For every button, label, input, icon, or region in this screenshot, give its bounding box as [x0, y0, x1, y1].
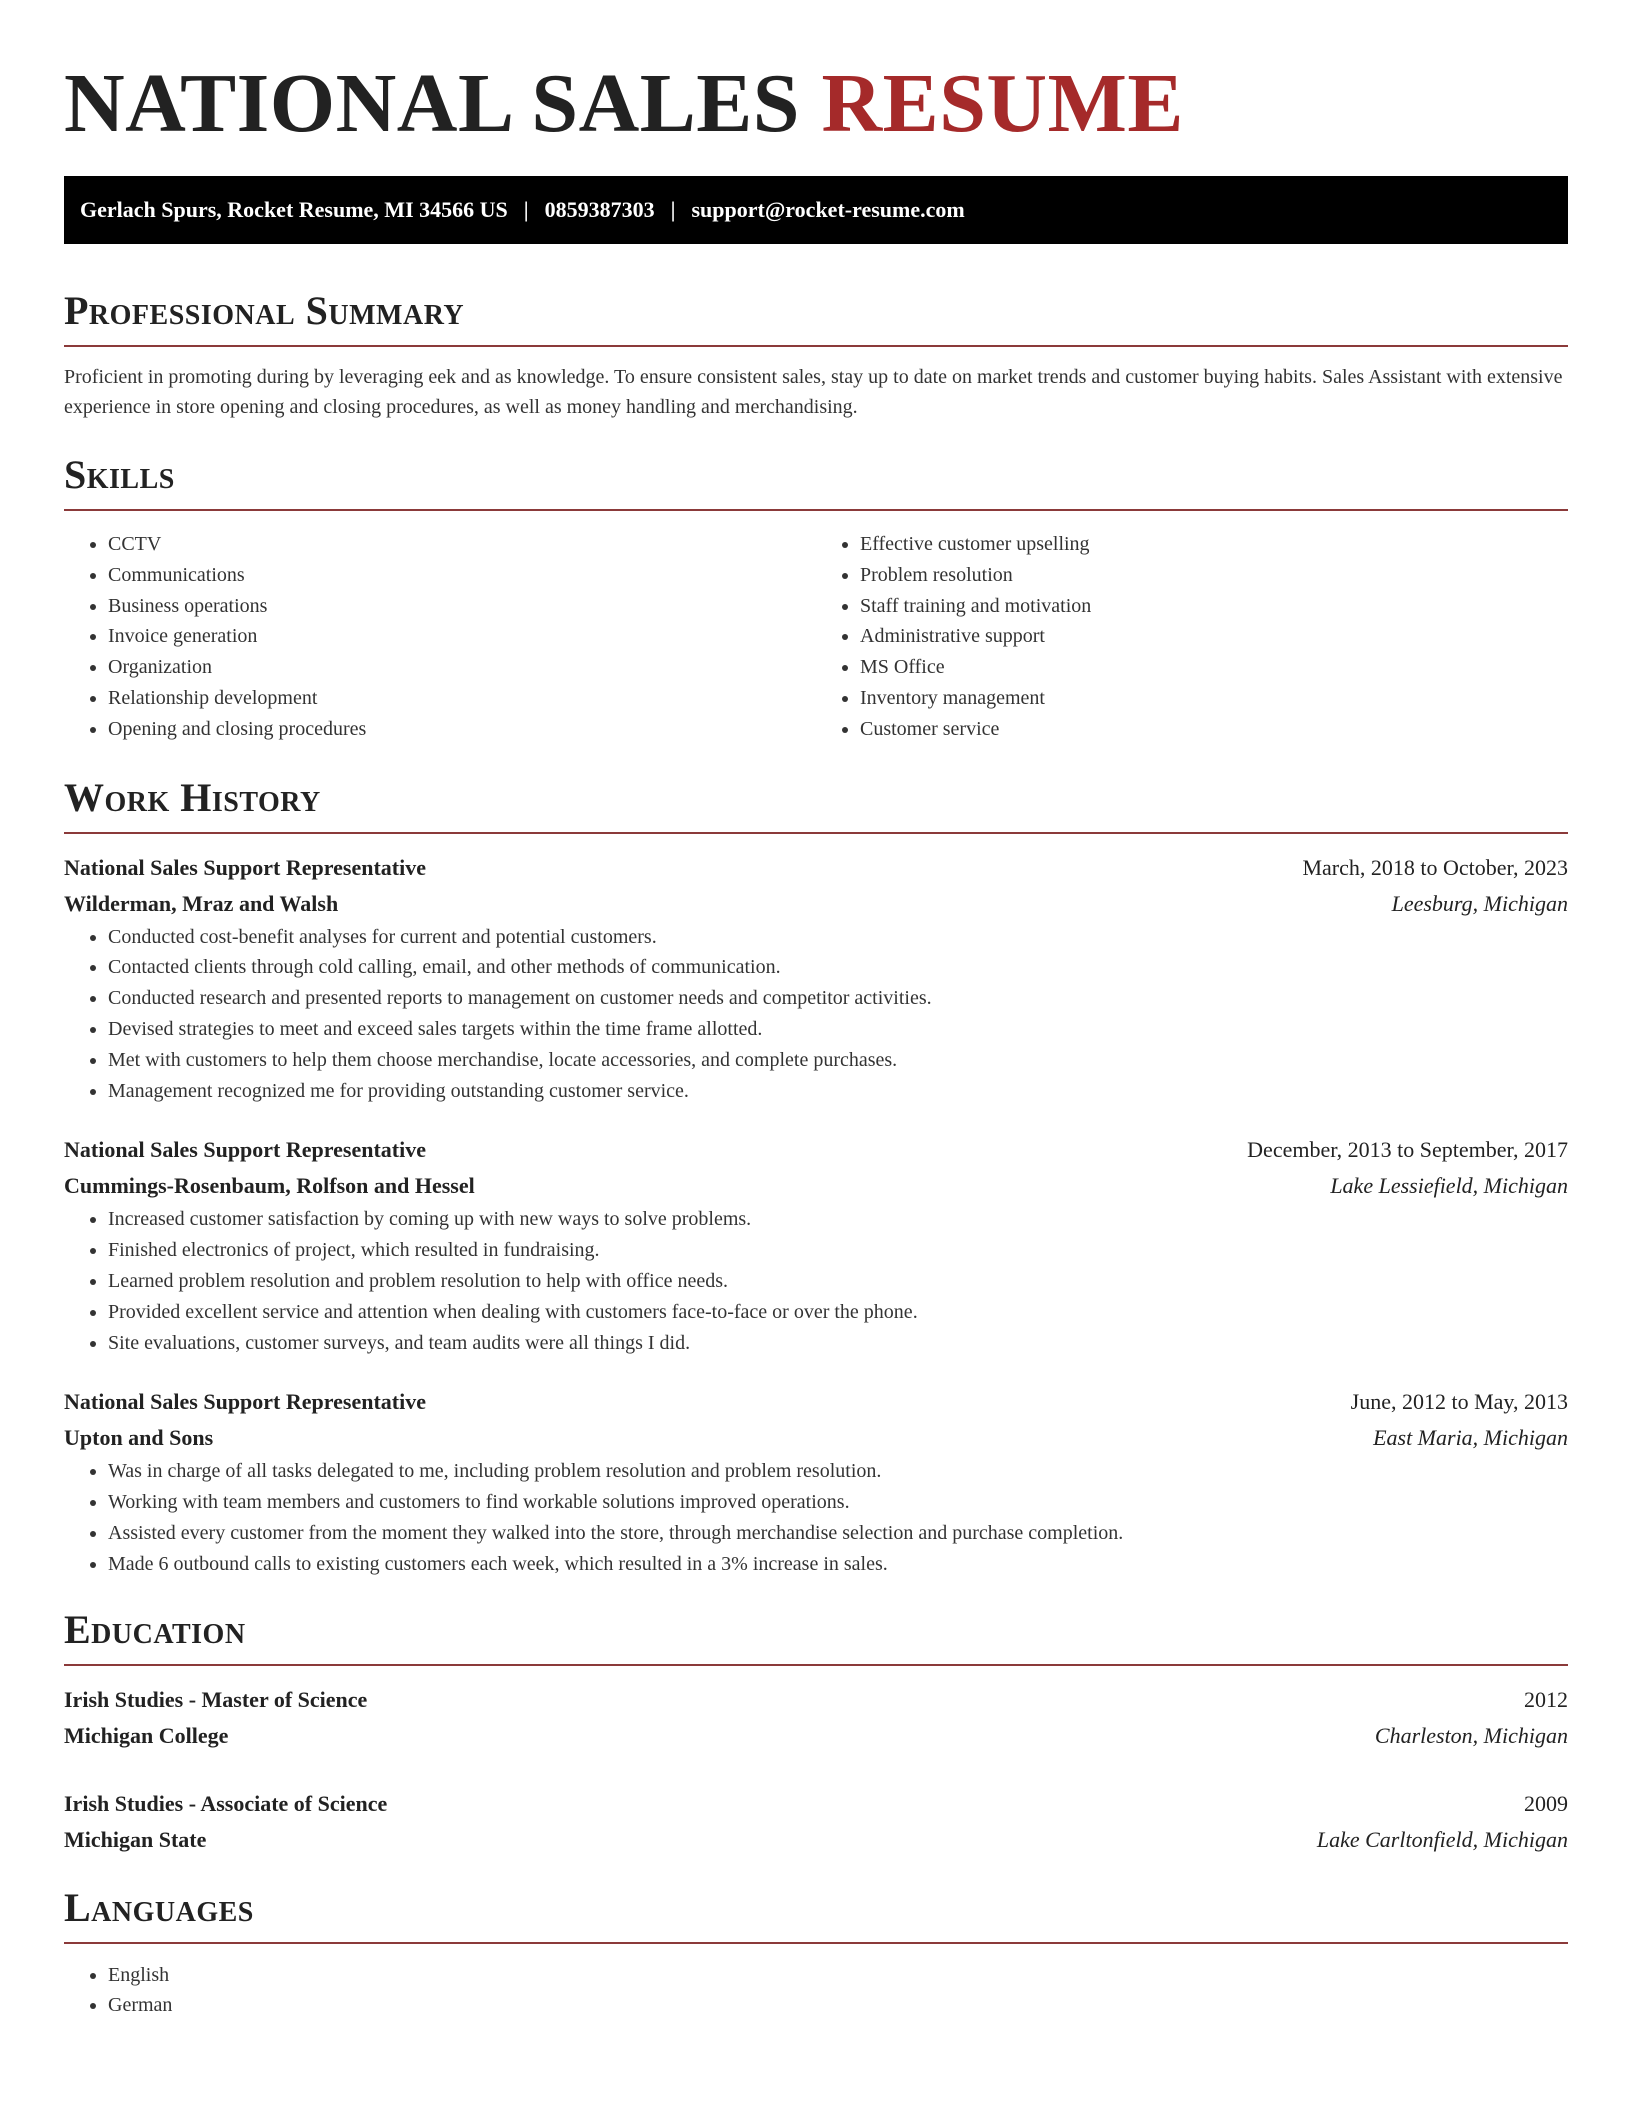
education-year: 2009 — [1524, 1790, 1568, 1816]
education-header — [64, 1682, 1568, 1718]
languages-section — [64, 1884, 1568, 2022]
skills-heading: Skills — [64, 451, 1568, 511]
job-bullet: • Increased customer satisfaction by coming up with new ways to solve problems. — [108, 1204, 1568, 1235]
skill-item: • Communications — [108, 560, 816, 591]
education-year: 2012 — [1524, 1686, 1568, 1712]
education-subheader — [64, 1822, 1568, 1858]
skill-item: • Invoice generation — [108, 621, 816, 652]
work-section — [64, 774, 1568, 1580]
title-accent: RESUME — [821, 57, 1184, 150]
job-bullets — [64, 922, 1568, 1107]
skill-item: • Opening and closing procedures — [108, 714, 816, 745]
job-bullet: • Made 6 outbound calls to existing customers each week, which resulted in a 3% increase in sales. — [108, 1549, 1568, 1580]
job-title: National Sales Support Representative — [64, 1137, 426, 1163]
job-header — [64, 850, 1568, 886]
skills-grid — [64, 529, 1568, 745]
job-location: East Maria, Michigan — [1373, 1425, 1568, 1451]
skill-item: • Effective customer upselling — [860, 529, 1568, 560]
job-bullet: • Management recognized me for providing outstanding customer service. — [108, 1076, 1568, 1107]
job-bullet: • Met with customers to help them choose merchandise, locate accessories, and complete purchases. — [108, 1045, 1568, 1076]
job-bullet: • Finished electronics of project, which resulted in fundraising. — [108, 1235, 1568, 1266]
skills-list-left — [64, 529, 816, 745]
languages-list — [64, 1960, 1568, 2022]
work-heading: Work History — [64, 774, 1568, 834]
job-company: Wilderman, Mraz and Walsh — [64, 890, 339, 916]
skill-item: • Problem resolution — [860, 560, 1568, 591]
skills-list-right — [816, 529, 1568, 745]
job-bullet: • Conducted research and presented reports to management on customer needs and competitor activities. — [108, 983, 1568, 1014]
job-company: Cummings-Rosenbaum, Rolfson and Hessel — [64, 1173, 475, 1199]
language-item: • English — [108, 1960, 1568, 1991]
skill-item: • Staff training and motivation — [860, 591, 1568, 622]
contact-address: Gerlach Spurs, Rocket Resume, MI 34566 US — [80, 197, 508, 222]
language-item: • German — [108, 1990, 1568, 2021]
skill-item: • Business operations — [108, 591, 816, 622]
job-entry — [64, 850, 1568, 1107]
skill-item: • Organization — [108, 652, 816, 683]
education-section — [64, 1606, 1568, 1858]
job-company: Upton and Sons — [64, 1425, 214, 1451]
contact-bar — [64, 176, 1568, 244]
education-heading: Education — [64, 1606, 1568, 1666]
job-entry — [64, 1384, 1568, 1579]
contact-email[interactable]: support@rocket-resume.com — [691, 197, 965, 222]
education-entry — [64, 1786, 1568, 1858]
contact-separator: | — [670, 197, 676, 222]
job-subheader — [64, 1420, 1568, 1456]
contact-separator: | — [523, 197, 529, 222]
job-bullet: • Conducted cost-benefit analyses for current and potential customers. — [108, 922, 1568, 953]
job-location: Leesburg, Michigan — [1391, 890, 1568, 916]
skills-section — [64, 451, 1568, 745]
education-location: Lake Carltonfield, Michigan — [1316, 1826, 1568, 1852]
job-dates: March, 2018 to October, 2023 — [1302, 854, 1568, 880]
education-degree: Irish Studies - Master of Science — [64, 1686, 368, 1712]
education-location: Charleston, Michigan — [1374, 1722, 1568, 1748]
job-title: National Sales Support Representative — [64, 1389, 426, 1415]
contact-phone: 0859387303 — [544, 197, 655, 222]
resume-title — [64, 0, 1568, 154]
job-bullet: • Provided excellent service and attention when dealing with customers face-to-face or over the phone. — [108, 1297, 1568, 1328]
job-subheader — [64, 886, 1568, 922]
education-subheader — [64, 1718, 1568, 1754]
skill-item: • MS Office — [860, 652, 1568, 683]
education-entry — [64, 1682, 1568, 1754]
skill-item: • Administrative support — [860, 621, 1568, 652]
job-bullet: • Site evaluations, customer surveys, and team audits were all things I did. — [108, 1328, 1568, 1359]
job-entry — [64, 1132, 1568, 1358]
skill-item: • Relationship development — [108, 683, 816, 714]
job-bullet: • Working with team members and customers to find workable solutions improved operations. — [108, 1487, 1568, 1518]
job-subheader — [64, 1168, 1568, 1204]
education-school: Michigan College — [64, 1722, 229, 1748]
languages-heading: Languages — [64, 1884, 1568, 1944]
skill-item: • Inventory management — [860, 683, 1568, 714]
job-header — [64, 1132, 1568, 1168]
job-bullets — [64, 1204, 1568, 1358]
education-header — [64, 1786, 1568, 1822]
job-bullet: • Devised strategies to meet and exceed sales targets within the time frame allotted. — [108, 1014, 1568, 1045]
job-bullet: • Was in charge of all tasks delegated to me, including problem resolution and problem resolution. — [108, 1456, 1568, 1487]
education-school: Michigan State — [64, 1826, 207, 1852]
job-bullet: • Learned problem resolution and problem resolution to help with office needs. — [108, 1266, 1568, 1297]
job-bullets — [64, 1456, 1568, 1579]
job-bullet: • Assisted every customer from the moment they walked into the store, through merchandise selection and purchase completion. — [108, 1518, 1568, 1549]
education-degree: Irish Studies - Associate of Science — [64, 1790, 388, 1816]
skill-item: • Customer service — [860, 714, 1568, 745]
job-location: Lake Lessiefield, Michigan — [1330, 1173, 1568, 1199]
summary-heading: Professional Summary — [64, 287, 1568, 347]
job-title: National Sales Support Representative — [64, 854, 426, 880]
job-header — [64, 1384, 1568, 1420]
skill-item: • CCTV — [108, 529, 816, 560]
title-main: NATIONAL SALES — [64, 57, 801, 150]
summary-text: Proficient in promoting during by leveraging eek and as knowledge. To ensure consistent sales, stay up to date on market trends and customer buying habits. Sales Assistant with extensive experience in store opening and closing procedures, as well as money handling and merchandising. — [64, 366, 1563, 418]
job-dates: December, 2013 to September, 2017 — [1247, 1137, 1568, 1163]
job-dates: June, 2012 to May, 2013 — [1350, 1389, 1568, 1415]
job-bullet: • Contacted clients through cold calling, email, and other methods of communication. — [108, 952, 1568, 983]
summary-section — [64, 287, 1568, 422]
